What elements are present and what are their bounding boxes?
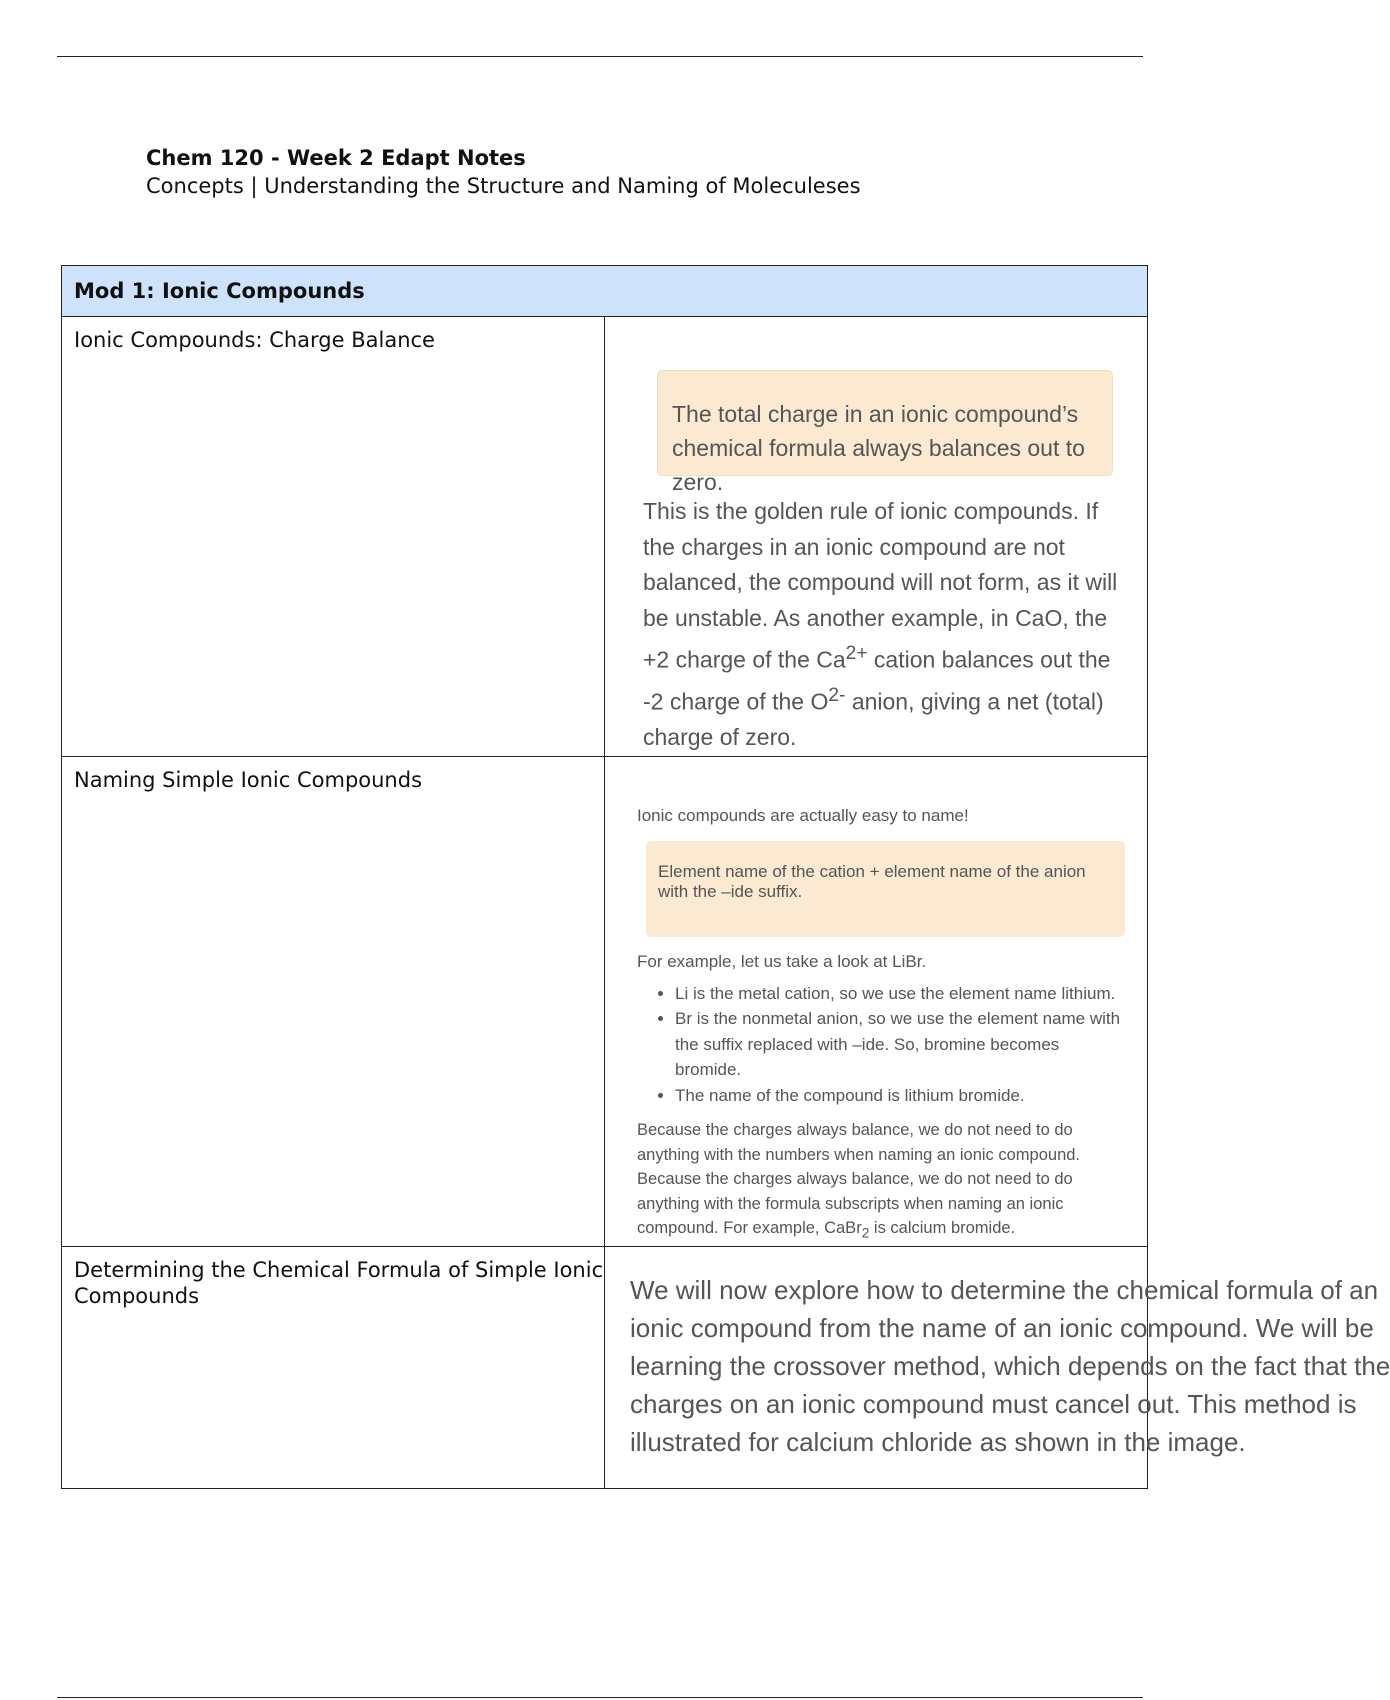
content-cell: [605, 1247, 1390, 1489]
cation-charge: 2+: [845, 643, 868, 664]
table-row: [62, 756, 1148, 1246]
formula-subscript: 2: [861, 1225, 870, 1241]
paragraph-line: learning the crossover method, which depends on the fact that the: [630, 1351, 1390, 1382]
paragraph-line: illustrated for calcium chloride as shown in the image.: [630, 1427, 1246, 1458]
content-cell: [605, 756, 1148, 1246]
topic-cell: Naming Simple Ionic Compounds: [62, 756, 605, 1246]
paragraph-text: Because the charges always balance, we do not need to do anything with the numbers when naming an ionic compound. Because the charges always balance, we do not need to do anything with the formula subscripts when naming an ionic compound. For example, CaBr: [637, 1121, 1081, 1238]
intro-text: Ionic compounds are actually easy to name!: [637, 805, 969, 825]
table-row: [62, 317, 1148, 757]
table-row: [62, 1247, 1148, 1489]
module-header: Mod 1: Ionic Compounds: [62, 266, 1148, 317]
paragraph-line: ionic compound from the name of an ionic compound. We will be: [630, 1313, 1374, 1344]
paragraph-text: This is the golden rule of ionic compounds. If the charges in an ionic compound are not balanced, the compound will not form, as it will be unstable. As another example, in CaO, the +2 charge of the: [643, 498, 1118, 673]
example-intro: For example, let us take a look at LiBr.: [637, 951, 927, 971]
topic-cell: Ionic Compounds: Charge Balance: [62, 317, 605, 757]
paragraph-text: is calcium bromide.: [869, 1219, 1016, 1238]
explanation-paragraph: [643, 494, 1127, 756]
anion-charge: 2-: [828, 685, 846, 707]
paragraph-text: cation balances out the -2 charge of the: [643, 646, 1111, 715]
topic-cell: Determining the Chemical Formula of Simple Ionic Compounds: [62, 1247, 605, 1489]
document-header: [146, 144, 861, 200]
list-item: • The name of the compound is lithium bromide.: [675, 1083, 1127, 1109]
paragraph-text: anion, giving a net (total) charge of zero.: [643, 688, 1104, 751]
paragraph-line: We will now explore how to determine the chemical formula of an: [630, 1275, 1379, 1306]
key-rule-callout: The total charge in an ionic compound’s chemical formula always balances out to zero.: [657, 370, 1113, 476]
crossover-paragraph: [630, 1271, 1390, 1461]
closing-paragraph: [637, 1118, 1125, 1246]
top-rule: [57, 56, 1143, 57]
cation-symbol: Ca: [816, 646, 846, 673]
document-title: Chem 120 - Week 2 Edapt Notes: [146, 146, 526, 170]
list-item: • Br is the nonmetal anion, so we use the element name with the suffix replaced with –ide. So, bromine becomes bromide.: [675, 1006, 1127, 1083]
list-item: • Li is the metal cation, so we use the element name lithium.: [675, 981, 1127, 1007]
bottom-rule: [57, 1697, 1143, 1698]
content-cell: [605, 317, 1148, 757]
naming-rule-callout: Element name of the cation + element name of the anion with the –ide suffix.: [646, 841, 1125, 937]
paragraph-line: charges on an ionic compound must cancel out. This method is: [630, 1389, 1357, 1420]
example-bullet-list: [659, 981, 1127, 1109]
document-subtitle: Concepts | Understanding the Structure and Naming of Moleculeses: [146, 174, 861, 198]
anion-symbol: O: [810, 688, 829, 715]
notes-table: [61, 265, 1390, 1489]
